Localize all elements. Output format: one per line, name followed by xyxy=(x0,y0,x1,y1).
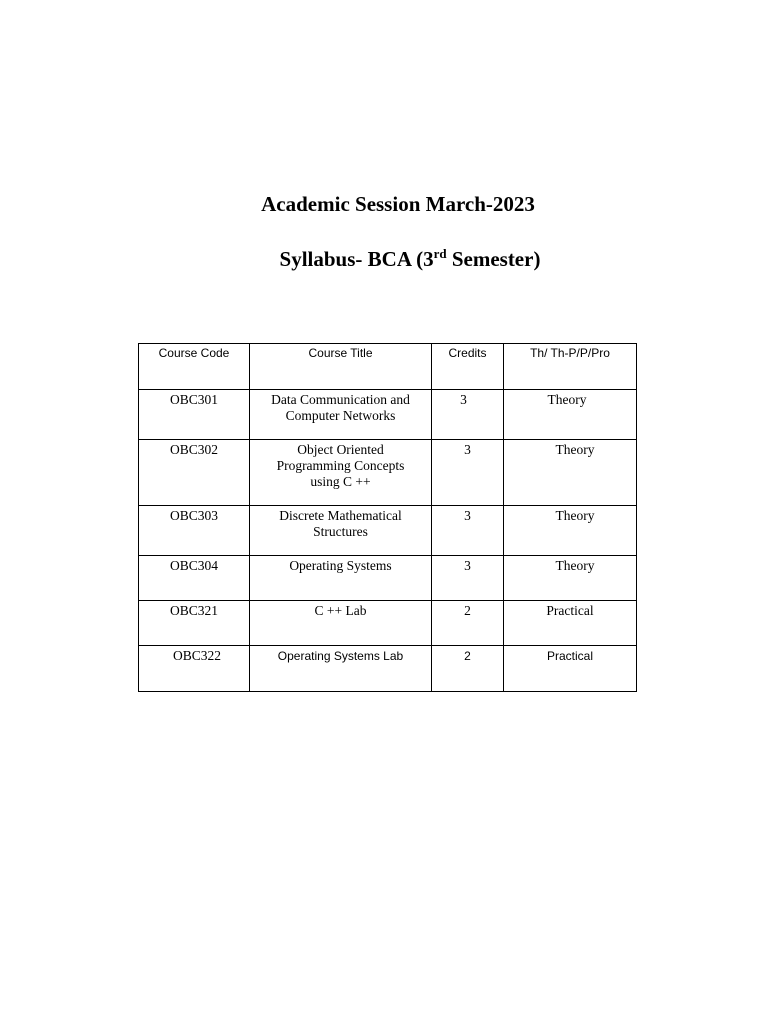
type-cell: Theory xyxy=(504,556,637,601)
course-title-cell: Operating Systems xyxy=(250,556,432,601)
table-row xyxy=(139,601,637,646)
credits-cell: 2 xyxy=(432,646,504,692)
credits-cell: 3 xyxy=(432,440,504,506)
session-title: Academic Session March-2023 xyxy=(261,192,535,216)
type-cell: Theory xyxy=(504,440,637,506)
column-header-type: Th/ Th-P/P/Pro xyxy=(504,344,637,390)
type-cell: Practical xyxy=(504,646,637,692)
credits-cell: 3 xyxy=(432,506,504,556)
course-title-cell: Object Oriented Programming Concepts using C ++ xyxy=(250,440,432,506)
table-row xyxy=(139,390,637,440)
type-cell: Theory xyxy=(504,506,637,556)
course-code-cell: OBC301 xyxy=(139,390,250,440)
table-row xyxy=(139,506,637,556)
type-cell: Practical xyxy=(504,601,637,646)
course-code-cell: OBC303 xyxy=(139,506,250,556)
course-title-cell: Discrete Mathematical Structures xyxy=(250,506,432,556)
credits-cell: 3 xyxy=(432,390,504,440)
course-title-cell: Operating Systems Lab xyxy=(250,646,432,692)
column-header-credits: Credits xyxy=(432,344,504,390)
table-row xyxy=(139,556,637,601)
table-row xyxy=(139,440,637,506)
course-code-cell: OBC321 xyxy=(139,601,250,646)
credits-cell: 2 xyxy=(432,601,504,646)
syllabus-title xyxy=(26,247,768,272)
course-title-cell: Data Communication and Computer Networks xyxy=(250,390,432,440)
course-title-cell: C ++ Lab xyxy=(250,601,432,646)
course-code-cell: OBC322 xyxy=(139,646,250,692)
course-code-cell: OBC304 xyxy=(139,556,250,601)
course-code-cell: OBC302 xyxy=(139,440,250,506)
syllabus-title-suffix: Semester) xyxy=(446,247,541,271)
type-cell: Theory xyxy=(504,390,637,440)
column-header-course-title: Course Title xyxy=(250,344,432,390)
syllabus-title-prefix: Syllabus- BCA (3 xyxy=(279,247,434,271)
column-header-course-code: Course Code xyxy=(139,344,250,390)
credits-cell: 3 xyxy=(432,556,504,601)
table-row xyxy=(139,646,637,692)
syllabus-table xyxy=(138,343,637,692)
table-header-row xyxy=(139,344,637,390)
syllabus-title-ordinal: rd xyxy=(433,246,447,261)
